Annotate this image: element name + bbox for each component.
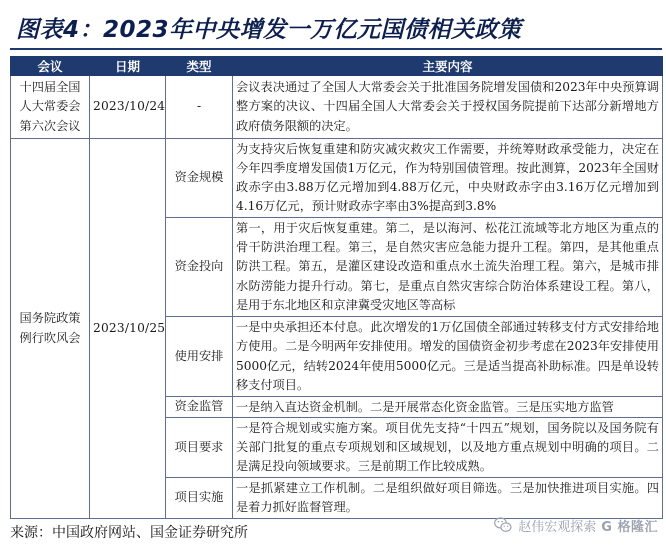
content-cell: 为支持灾后恢复重建和防灾减灾救灾工作需要，并统筹财政承受能力，决定在今年四季度增发国债1万亿元，作为特别国债管理。按此测算，2023年全国财政赤字由3.88万亿元增加到4.88万亿元，中央财政赤字由3.16万亿元增加到4.16万亿元，预计财政赤字率由3%提高到3.8%: [233, 139, 663, 218]
content-cell: 一是中央承担还本付息。此次增发的1万亿国债全部通过转移支付方式安排给地方使用。二是今明两年安排使用。增发的国债资金初步考虑在2023年安排使用5000亿元，结转2024年使用5000亿元。三是适当提高补助标准。四是单设转移支付项目。: [233, 317, 663, 397]
content-cell: 一是抓紧建立工作机制。二是组织做好项目筛选。三是加快推进项目实施。四是着力抓好监督管理。: [233, 478, 663, 519]
table-row: [11, 76, 663, 139]
meeting-cell: 国务院政策例行吹风会: [11, 139, 90, 519]
date-cell: 2023/10/25: [90, 139, 166, 519]
header-date: 日期: [90, 57, 166, 76]
date-cell: 2023/10/24: [90, 76, 166, 139]
type-cell: 资金监管: [166, 397, 233, 418]
source-note: 来源：中国政府网站、国金证券研究所: [10, 525, 248, 541]
type-cell: 项目实施: [166, 478, 233, 519]
meeting-cell: 十四届全国人大常委会第六次会议: [11, 76, 90, 139]
header-meeting: 会议: [11, 57, 90, 76]
type-cell: 资金规模: [166, 139, 233, 218]
watermark: [493, 515, 658, 535]
type-cell: 资金投向: [166, 218, 233, 317]
watermark-brand: G 格隆汇: [601, 519, 658, 535]
content-cell: 会议表决通过了全国人大常委会关于批准国务院增发国债和2023年中央预算调整方案的决议、十四届全国人大常委会关于授权国务院提前下达部分新增地方政府债务限额的决定。: [233, 76, 663, 139]
page-title: 图表4：2023年中央增发一万亿元国债相关政策: [16, 16, 522, 43]
header-content: 主要内容: [233, 57, 663, 76]
title-divider: [10, 48, 662, 50]
type-cell: 项目要求: [166, 418, 233, 478]
type-cell: -: [166, 76, 233, 139]
policy-table: [10, 56, 663, 519]
watermark-account: 赵伟宏观探索: [518, 519, 597, 535]
wechat-icon: [493, 515, 513, 535]
content-cell: 一是纳入直达资金机制。二是开展常态化资金监管。三是压实地方监管: [233, 397, 663, 418]
content-cell: 一是符合规划或实施方案。项目优先支持“十四五”规划，国务院以及国务院有关部门批复的重点专项规划和区域规划，以及地方重点规划中明确的项目。二是满足投向领域要求。三是前期工作比较成熟。: [233, 418, 663, 478]
table-header-row: [11, 57, 663, 76]
content-cell: 第一，用于灾后恢复重建。第二，是以海河、松花江流域等北方地区为重点的骨干防洪治理工程。第三，是自然灾害应急能力提升工程。第四，是其他重点防洪工程。第五，是灌区建设改造和重点水土流失治理工程。第六，是城市排水防涝能力提升行动。第七，是重点自然灾害综合防治体系建设工程。第八，是用于东北地区和京津冀受灾地区等高标: [233, 218, 663, 317]
type-cell: 使用安排: [166, 317, 233, 397]
table-row: [11, 139, 663, 218]
header-type: 类型: [166, 57, 233, 76]
